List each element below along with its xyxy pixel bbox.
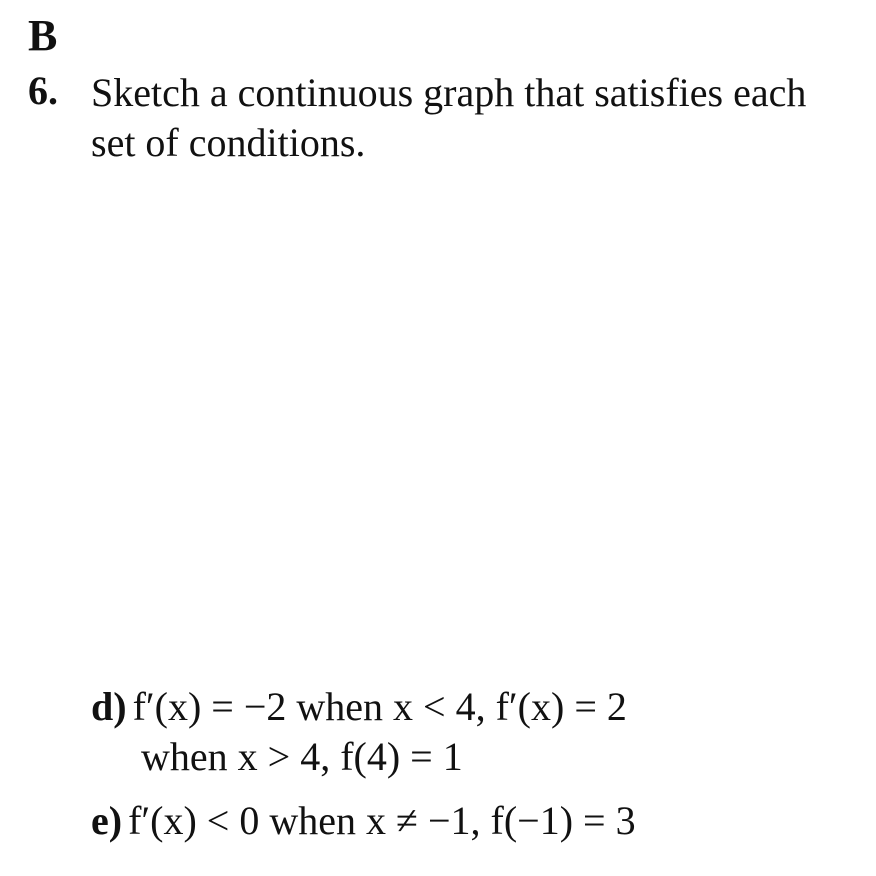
part-e-label: e) — [91, 798, 123, 843]
question-text: Sketch a continuous graph that satisfies each set of conditions. — [91, 70, 807, 165]
question-number: 6. — [28, 68, 58, 113]
part-e — [91, 796, 636, 846]
part-d — [91, 682, 627, 782]
part-d-label: d) — [91, 684, 127, 729]
part-d-condition-line1: f′(x) = −2 when x < 4, f′(x) = 2 — [132, 684, 627, 729]
part-e-condition: f′(x) < 0 when x ≠ −1, f(−1) = 3 — [128, 798, 636, 843]
part-d-condition-line2: when x > 4, f(4) = 1 — [141, 734, 463, 779]
section-label: B — [28, 11, 58, 60]
